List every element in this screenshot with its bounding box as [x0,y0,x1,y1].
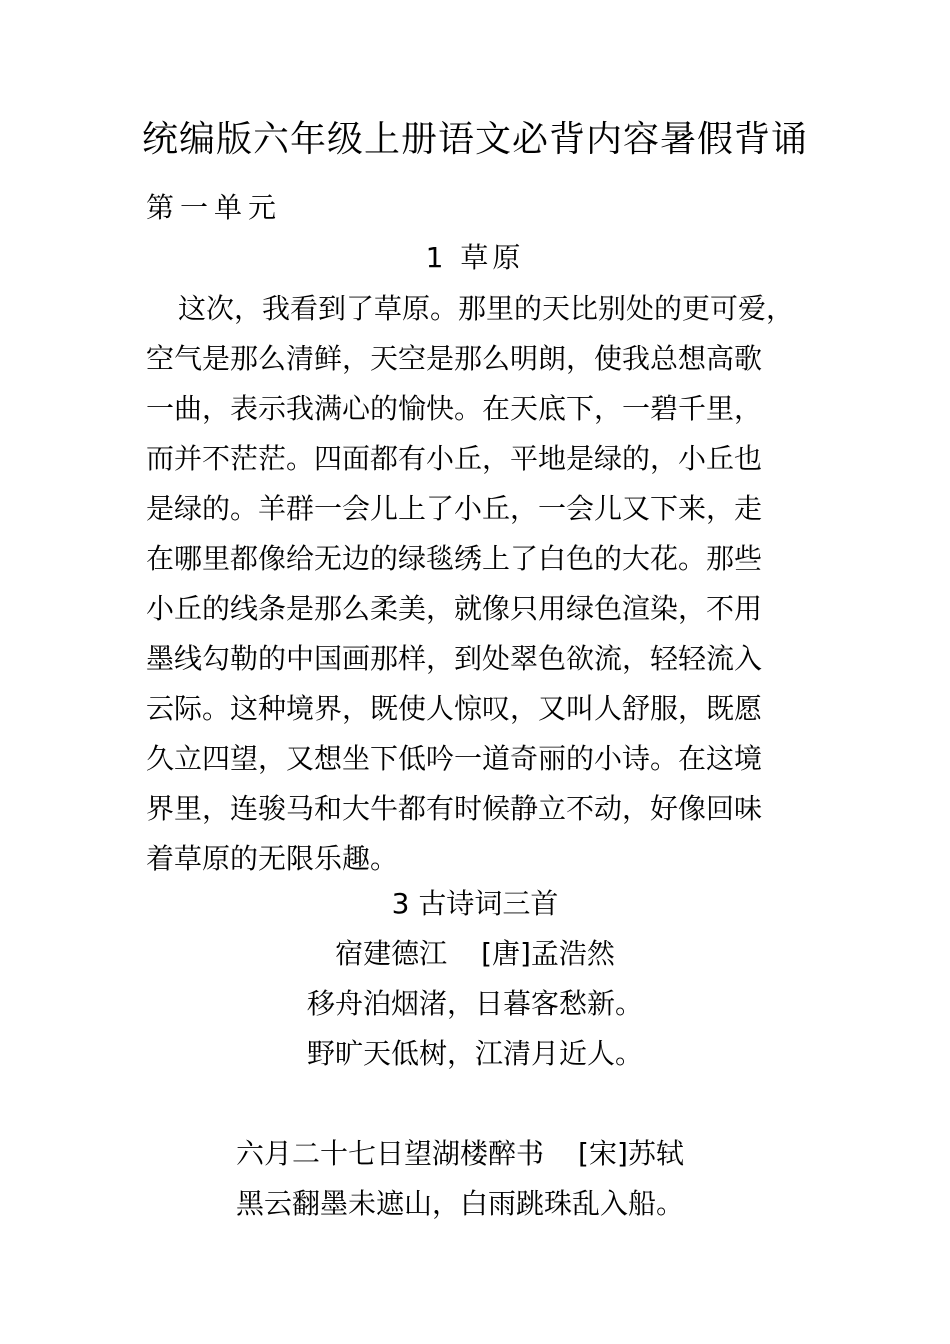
passage-line: 在哪里都像给无边的绿毯绣上了白色的大花。那些 [146,542,763,575]
document-title: 统编版六年级上册语文必背内容暑假背诵 [141,119,808,160]
unit-heading: 第一单元 [146,191,283,224]
poem-2-title: 六月二十七日望湖楼醉书 [236,1137,545,1170]
poem-1-line: 野旷天低树，江清月近人。 [306,1037,643,1070]
poem-2-header [236,1134,684,1174]
passage-line: 是绿的。羊群一会儿上了小丘，一会儿又下来，走 [146,492,763,525]
lesson-1-heading: 1 草原 [425,241,525,274]
passage-line: 这次，我看到了草原。那里的天比别处的更可爱， [178,292,795,325]
passage-line: 着草原的无限乐趣。 [146,842,399,875]
poem-2-author: [宋]苏轼 [578,1137,684,1170]
passage-line: 界里，连骏马和大牛都有时候静立不动，好像回味 [146,792,763,825]
poem-1-title: 宿建德江 [335,937,448,970]
passage-line: 小丘的线条是那么柔美，就像只用绿色渲染，不用 [146,592,763,625]
passage-line: 一曲，表示我满心的愉快。在天底下，一碧千里， [146,392,763,425]
passage-line: 墨线勾勒的中国画那样，到处翠色欲流，轻轻流入 [146,642,763,675]
passage-line: 云际。这种境界，既使人惊叹，又叫人舒服，既愿 [146,692,763,725]
lesson-1-passage [146,284,808,884]
poem-1-header [0,934,950,974]
lesson-3-heading: 3 古诗词三首 [391,887,559,920]
passage-line: 空气是那么清鲜，天空是那么明朗，使我总想高歌 [146,342,763,375]
poem-1-line: 移舟泊烟渚，日暮客愁新。 [306,987,643,1020]
passage-line: 而并不茫茫。四面都有小丘，平地是绿的，小丘也 [146,442,763,475]
poem-1-author: [唐]孟浩然 [481,937,615,970]
poem-2-line: 黑云翻墨未遮山，白雨跳珠乱入船。 [236,1187,685,1220]
passage-line: 久立四望，又想坐下低吟一道奇丽的小诗。在这境 [146,742,763,775]
